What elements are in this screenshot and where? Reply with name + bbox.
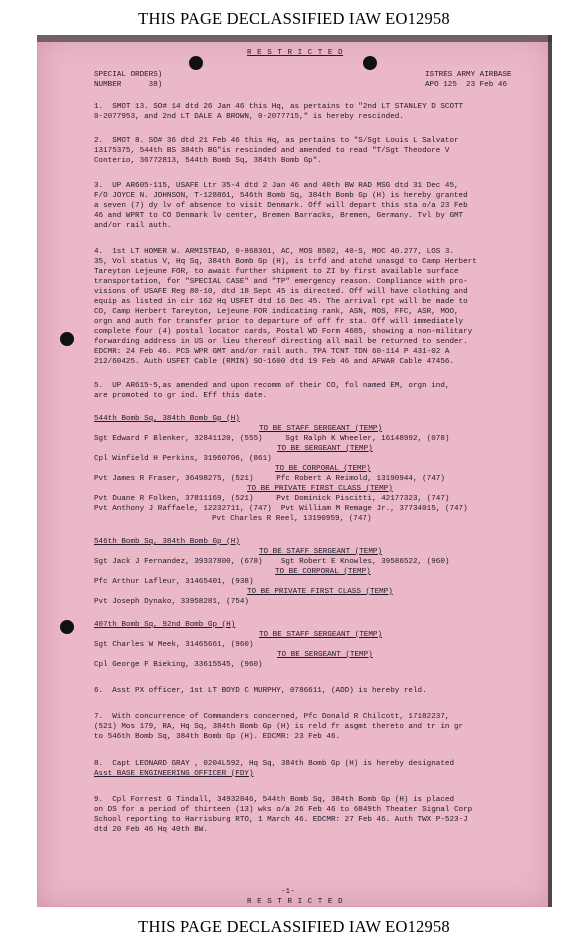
paragraph-4-line: visions of USAFE Reg 80-10, dtd 18 Sept 45 is directed. Off will have clothing and (94, 288, 468, 296)
classification-footer: R E S T R I C T E D (247, 898, 344, 906)
paragraph-4-line: 4. 1st LT HOMER W. ARMISTEAD, 0-868361, AC, MOS 8502, 40-S, MOC 40.277, LOS 3. (94, 248, 455, 256)
unit-line-2: APO 125 23 Feb 46 (425, 81, 508, 89)
grade-heading: TO BE PRIVATE FIRST CLASS (TEMP) (247, 588, 393, 596)
paragraph-4-line: equip as listed in cir 162 Hq USFET dtd 16 Dec 45. The arrival rpt will be made to (94, 298, 468, 306)
paragraph-4-line: transportation, for "SPECIAL CASE" and "TP" emergency reason. Compliance with pro- (94, 278, 468, 286)
grade-heading: TO BE STAFF SERGEANT (TEMP) (259, 548, 383, 556)
paragraph-9-line: 9. Cpl Forrest G Tindall, 34932846, 544th Bomb Sq, 384th Bomb Gp (H) is placed (94, 796, 455, 804)
paragraph-4-line: complete four (4) postal locator cards, Postal WD Form 4685, showing a non-military (94, 328, 473, 336)
promotion-line: Cpl Winfield H Perkins, 31960706, (861) (94, 455, 272, 463)
document-page (37, 35, 552, 907)
promotion-line: Pvt Joseph Dynako, 33958281, (754) (94, 598, 249, 606)
paragraph-4-line: 35, Vol status V, Hq Sq, 384th Bomb Gp (H), is trfd and atchd unasgd to Camp Herbert (94, 258, 477, 266)
declassified-banner-bottom: THIS PAGE DECLASSIFIED IAW EO12958 (138, 917, 450, 936)
promotion-line: Pvt Charles R Reel, 13190959, (747) (212, 515, 372, 523)
paragraph-2-line: Conterio, 36772813, 544th Bomb Sq, 384th Bomb Gp". (94, 157, 322, 165)
paragraph-4-line: CO, Camp Herbert Tareyton, Lejeune FOR indicating rank, ASN, MOS, FFC, ASR, MOO, (94, 308, 459, 316)
paragraph-8-line: 8. Capt LEONARD GRAY , 0204L592, Hq Sq, 384th Bomb Gp (H) is hereby designated (94, 760, 455, 768)
page-number: -1- (281, 888, 295, 896)
promotion-line: Sgt Charles W Meek, 31465661, (960) (94, 641, 254, 649)
unit-heading: 546th Bomb Sq, 384th Bomb Gp (H) (94, 538, 240, 546)
paragraph-8-line: Asst BASE ENGINEERING OFFICER (FDY) (94, 770, 254, 778)
paragraph-4-line: forwarding address in US or lieu thereof directing all mail be returned to sender. (94, 338, 468, 346)
paragraph-4-line: EDCMR: 24 Feb 46. PCS WPR GMT and/or rail auth. TPA TCNT TDN 60-114 P 431-02 A (94, 348, 450, 356)
promotion-line: Pvt James R Fraser, 36498275, (521) Pfc Robert A Reimold, 13190944, (747) (94, 475, 445, 483)
paragraph-2-line: 13175375, 544th BS 384th BG"is rescinded and amended to read "T/Sgt Theodore V (94, 147, 450, 155)
paragraph-4-line: Tareyton Lejeune FOR, to await further shipment to ZI by first available surface (94, 268, 459, 276)
promotion-line: Sgt Jack J Fernandez, 39337800, (678) Sgt Robert E Knowles, 39586522, (960) (94, 558, 450, 566)
paragraph-7-line: 7. With concurrence of Commanders concerned, Pfc Donald R Chilcott, 17182237, (94, 713, 450, 721)
promotion-line: Pvt Duane R Folken, 37811169, (521) Pvt Dominick Piscitti, 42177323, (747) (94, 495, 450, 503)
paragraph-7-line: (521) Mos 179, RA, Hq Sq, 384th Bomb Gp (H) is reld fr asgmt thereto and tr in gr (94, 723, 464, 731)
paragraph-1-line: 0-2077953, and 2nd LT DALE A BROWN, 0-2077715," is hereby rescinded. (94, 113, 404, 121)
paragraph-1-line: 1. SMOT 13. SO# 14 dtd 26 Jan 46 this Hq, as pertains to "2nd LT STANLEY D SCOTT (94, 103, 464, 111)
grade-heading: TO BE PRIVATE FIRST CLASS (TEMP) (247, 485, 393, 493)
declassified-banner-top: THIS PAGE DECLASSIFIED IAW EO12958 (138, 9, 450, 28)
paragraph-9-line: dtd 20 Feb 46 Hq 40th BW. (94, 826, 208, 834)
paragraph-3-line: 3. UP AR605-115, USAFE Ltr 35-4 dtd 2 Jan 46 and 40th BW RAD MSG dtd 31 Dec 45, (94, 182, 459, 190)
classification-header: R E S T R I C T E D (247, 49, 344, 57)
paragraph-3-line: and/or rail auth. (94, 222, 172, 230)
unit-heading: 407th Bomb Sq, 92nd Bomb Gp (H) (94, 621, 236, 629)
grade-heading: TO BE SERGEANT (TEMP) (277, 445, 373, 453)
promotion-line: Cpl George F Bieking, 33615545, (960) (94, 661, 263, 669)
unit-line-1: ISTRES ARMY AIRBASE (425, 71, 512, 79)
orders-line-1: SPECIAL ORDERS) (94, 71, 163, 79)
paragraph-9-line: on DS for a period of thirteen (13) wks o/a 26 Feb 46 to 6849th Theater Signal Corp (94, 806, 473, 814)
punch-hole (363, 56, 377, 70)
paragraph-3-line: a seven (7) dy lv of absence to visit Denmark. Off will depart this sta o/a 23 Feb (94, 202, 468, 210)
promotion-line: Sgt Edward F Blenker, 32841120, (555) Sgt Ralph K Wheeler, 16148992, (078) (94, 435, 450, 443)
paragraph-6-line: 6. Asst PX officer, 1st LT BOYD C MURPHY, 0786611, (ADD) is hereby reld. (94, 687, 427, 695)
paragraph-4-line: orgn and auth for transfer prior to departure of off fr sta. Off will immediately (94, 318, 464, 326)
paragraph-3-line: F/O JOYCE N. JOHNSON, T-128861, 546th Bomb Sq, 384th Bomb Gp (H) is hereby granted (94, 192, 468, 200)
promotion-line: Pvt Anthony J Raffaele, 12232711, (747) Pvt William M Remage Jr., 37734015, (747) (94, 505, 468, 513)
paragraph-5-line: 5. UP AR615-5,as amended and upon recomm of their CO, fol named EM, orgn ind, (94, 382, 450, 390)
paragraph-3-line: 46 and WPRT to CO Denmark lv center, Bremen Barracks, Bremen, Germany. Tvl by GMT (94, 212, 464, 220)
grade-heading: TO BE STAFF SERGEANT (TEMP) (259, 425, 383, 433)
grade-heading: TO BE SERGEANT (TEMP) (277, 651, 373, 659)
paragraph-5-line: are promoted to gr ind. Eff this date. (94, 392, 268, 400)
grade-heading: TO BE STAFF SERGEANT (TEMP) (259, 631, 383, 639)
punch-hole (60, 332, 74, 346)
paragraph-4-line: 212/60425. Auth USFET Cable (RMIN) SO-1600 dtd 19 Feb 46 and AFWAR Cable 47456. (94, 358, 455, 366)
paragraph-2-line: 2. SMOT 8. SO# 36 dtd 21 Feb 46 this Hq, as pertains to "S/Sgt Louis L Salvator (94, 137, 459, 145)
promotion-line: Pfc Arthur Lafleur, 31465401, (938) (94, 578, 254, 586)
paragraph-7-line: to 546th Bomb Sq, 384th Bomb Gp (H). EDCMR: 23 Feb 46. (94, 733, 341, 741)
orders-line-2: NUMBER 38) (94, 81, 163, 89)
unit-heading: 544th Bomb Sq, 384th Bomb Gp (H) (94, 415, 240, 423)
punch-hole (60, 620, 74, 634)
grade-heading: TO BE CORPORAL (TEMP) (275, 465, 371, 473)
punch-hole (189, 56, 203, 70)
grade-heading: TO BE CORPORAL (TEMP) (275, 568, 371, 576)
paragraph-9-line: School reporting to Harrisburg RTO, 1 March 46. EDCMR: 27 Feb 46. Auth TWX P-523-J (94, 816, 468, 824)
